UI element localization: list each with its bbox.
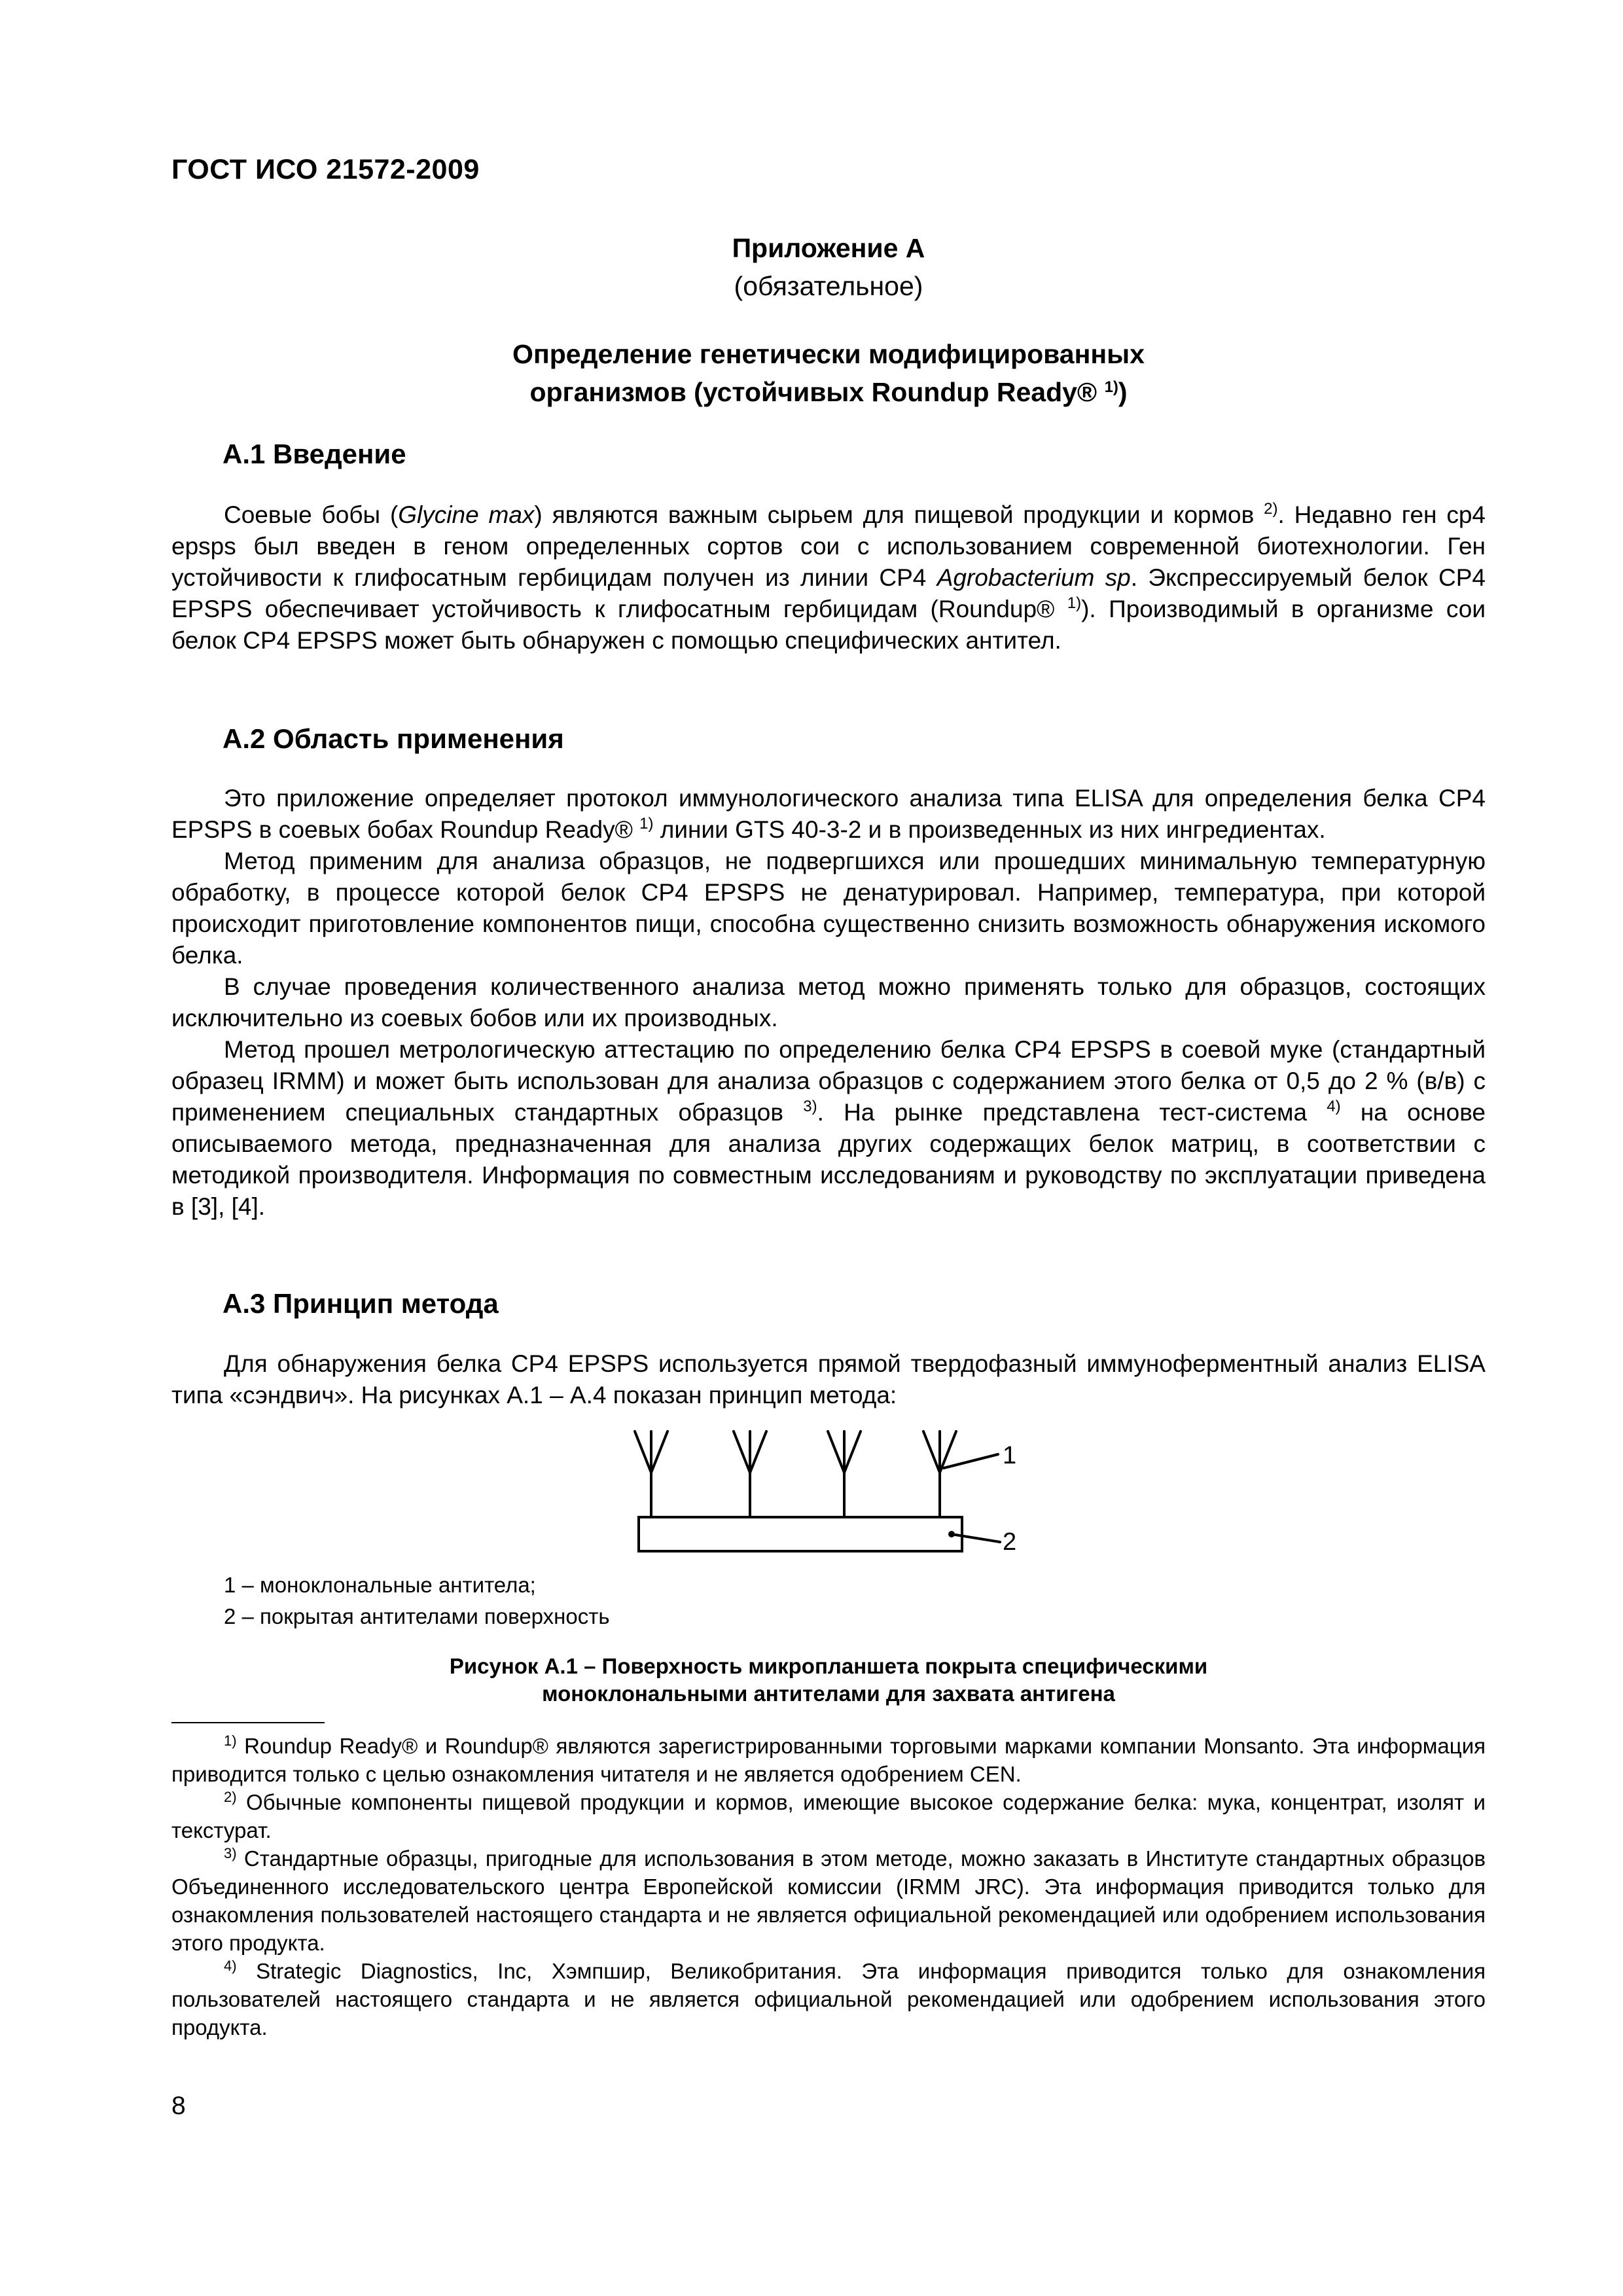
footnote-ref: 3) <box>803 1098 817 1115</box>
paragraph: Соевые бобы (Glycine max) являются важным сырьем для пищевой продукции и кормов $^{2)}$. Недавно ген cp4 epsps был введен в геном определенных сортов сои с использованием современной биотехнологии. Ген устойчивости к глифосатным гербицидам получен из линии CP4 Agrobacterium sp. Экспрессируемый белок CP4 EPSPS обеспечивает устойчивость к глифосатным гербицидам (Roundup® $^{1)}$). Производимый в организме сои белок CP4 EPSPS может быть обнаружен с помощью специфических антител. <box>171 500 1486 654</box>
footnote-ref: 1) <box>639 815 654 833</box>
section-heading-a2: А.2 Область применения <box>223 723 564 754</box>
antibody-icon <box>635 1431 668 1517</box>
page-number: 8 <box>171 2092 186 2120</box>
paragraph: Метод прошел метрологическую аттестацию по определению белка CP4 EPSPS в соевой муке (стандартный образец IRMM) и может быть использован для анализа образцов с содержанием этого белка от 0,5 до 2 % (в/в) с применением специальных стандартных образцов $^{3)}$. На рынке представлена тест-система $^{4)}$ на основе описываемого метода, предназначенная для анализа других содержащих белок матриц, в соответствии с методикой производителя. Информация по совместным исследованиям и руководству по эксплуатации приведена в [3], [4]. <box>171 1036 1486 1220</box>
paragraph: Для обнаружения белка CP4 EPSPS используется прямой твердофазный иммуноферментный анализ ELISA типа «сэндвич». На рисунках А.1 – А.4 показан принцип метода: <box>171 1350 1486 1408</box>
annex-status: (обязательное) <box>734 271 923 301</box>
figure-caption: Рисунок А.1 – Поверхность микропланшета покрыта специфическими моноклональными антителами для захвата антигена <box>449 1654 1208 1706</box>
footnote-ref: 2) <box>1264 500 1278 518</box>
footnote-4: $^{4)}$ Strategic Diagnostics, Inc, Хэмпшир, Великобритания. Эта информация приводится только для ознакомления пользователей настоящего стандарта и не является официальной рекомендацией или одобрением использования этого продукта. <box>171 1958 1486 2039</box>
footnote-ref: 1) <box>1067 594 1082 612</box>
footnote-separator <box>171 1722 325 1723</box>
legend-item-1: 1 – моноклональные антитела; <box>224 1573 536 1597</box>
annex-heading <box>171 335 1486 411</box>
callout-1-label: 1 <box>1003 1442 1017 1469</box>
footnote-1: $^{1)}$ Roundup Ready® и Roundup® являются зарегистрированными торговыми марками компании Monsanto. Эта информация приводится только с целью ознакомления читателя и не является одобрением CEN. <box>171 1732 1486 1786</box>
paragraph: Метод применим для анализа образцов, не подвергшихся или прошедших минимальную температурную обработку, в процессе которой белок CP4 EPSPS не денатурировал. Например, температура, при которой происходит приготовление компонентов пищи, способна существенно снизить возможность обнаружения искомого белка. <box>171 848 1486 969</box>
callout-line-1 <box>944 1454 998 1468</box>
annex-title: Приложение А <box>732 233 925 263</box>
section-a3-text <box>171 1348 1486 1411</box>
paragraph: Это приложение определяет протокол иммунологического анализа типа ELISA для определения белка CP4 EPSPS в соевых бобах Roundup Ready® $^{1)}$ линии GTS 40-3-2 и в произведенных из них ингредиентах. <box>171 785 1486 843</box>
coated-surface <box>639 1517 962 1551</box>
section-a1-text <box>171 499 1486 656</box>
callout-2-label: 2 <box>1003 1528 1017 1556</box>
footnote-ref: 4) <box>1327 1098 1341 1115</box>
antibody-icon <box>923 1431 956 1517</box>
footnote-ref: 1) <box>1104 378 1118 396</box>
document-id: ГОСТ ИСО 21572-2009 <box>171 154 480 185</box>
footnote-3: $^{3)}$ Стандартные образцы, пригодные для использования в этом методе, можно заказать в Институте стандартных образцов Объединенного исследовательского центра Европейской комиссии (IRMM JRC). Эта информация приводится только для ознакомления пользователей настоящего стандарта и не является официальной рекомендацией или одобрением использования этого продукта. <box>171 1845 1486 1955</box>
footnote-2: $^{2)}$ Обычные компоненты пищевой продукции и кормов, имеющие высокое содержание белка: мука, концентрат, изолят и текстурат. <box>171 1789 1486 1842</box>
annex-heading-line1: Определение генетически модифицированных <box>512 339 1145 369</box>
paragraph: В случае проведения количественного анализа метод можно применять только для образцов, состоящих исключительно из соевых бобов или их производных. <box>171 973 1486 1031</box>
annex-title-block <box>171 229 1486 305</box>
antibody-icon <box>828 1431 861 1517</box>
antibody-icon <box>734 1431 766 1517</box>
section-heading-a1: А.1 Введение <box>223 439 406 469</box>
figure-legend <box>224 1570 610 1632</box>
section-a2-text <box>171 783 1486 1223</box>
callout-line-2 <box>952 1534 1000 1542</box>
annex-heading-line2: организмов (устойчивых Roundup Ready® $^{1)}$) <box>529 377 1128 407</box>
footnotes <box>171 1732 1486 2041</box>
callout-dot <box>948 1531 955 1537</box>
legend-item-2: 2 – покрытая антителами поверхность <box>224 1604 610 1628</box>
section-heading-a3: А.3 Принцип метода <box>223 1288 499 1319</box>
